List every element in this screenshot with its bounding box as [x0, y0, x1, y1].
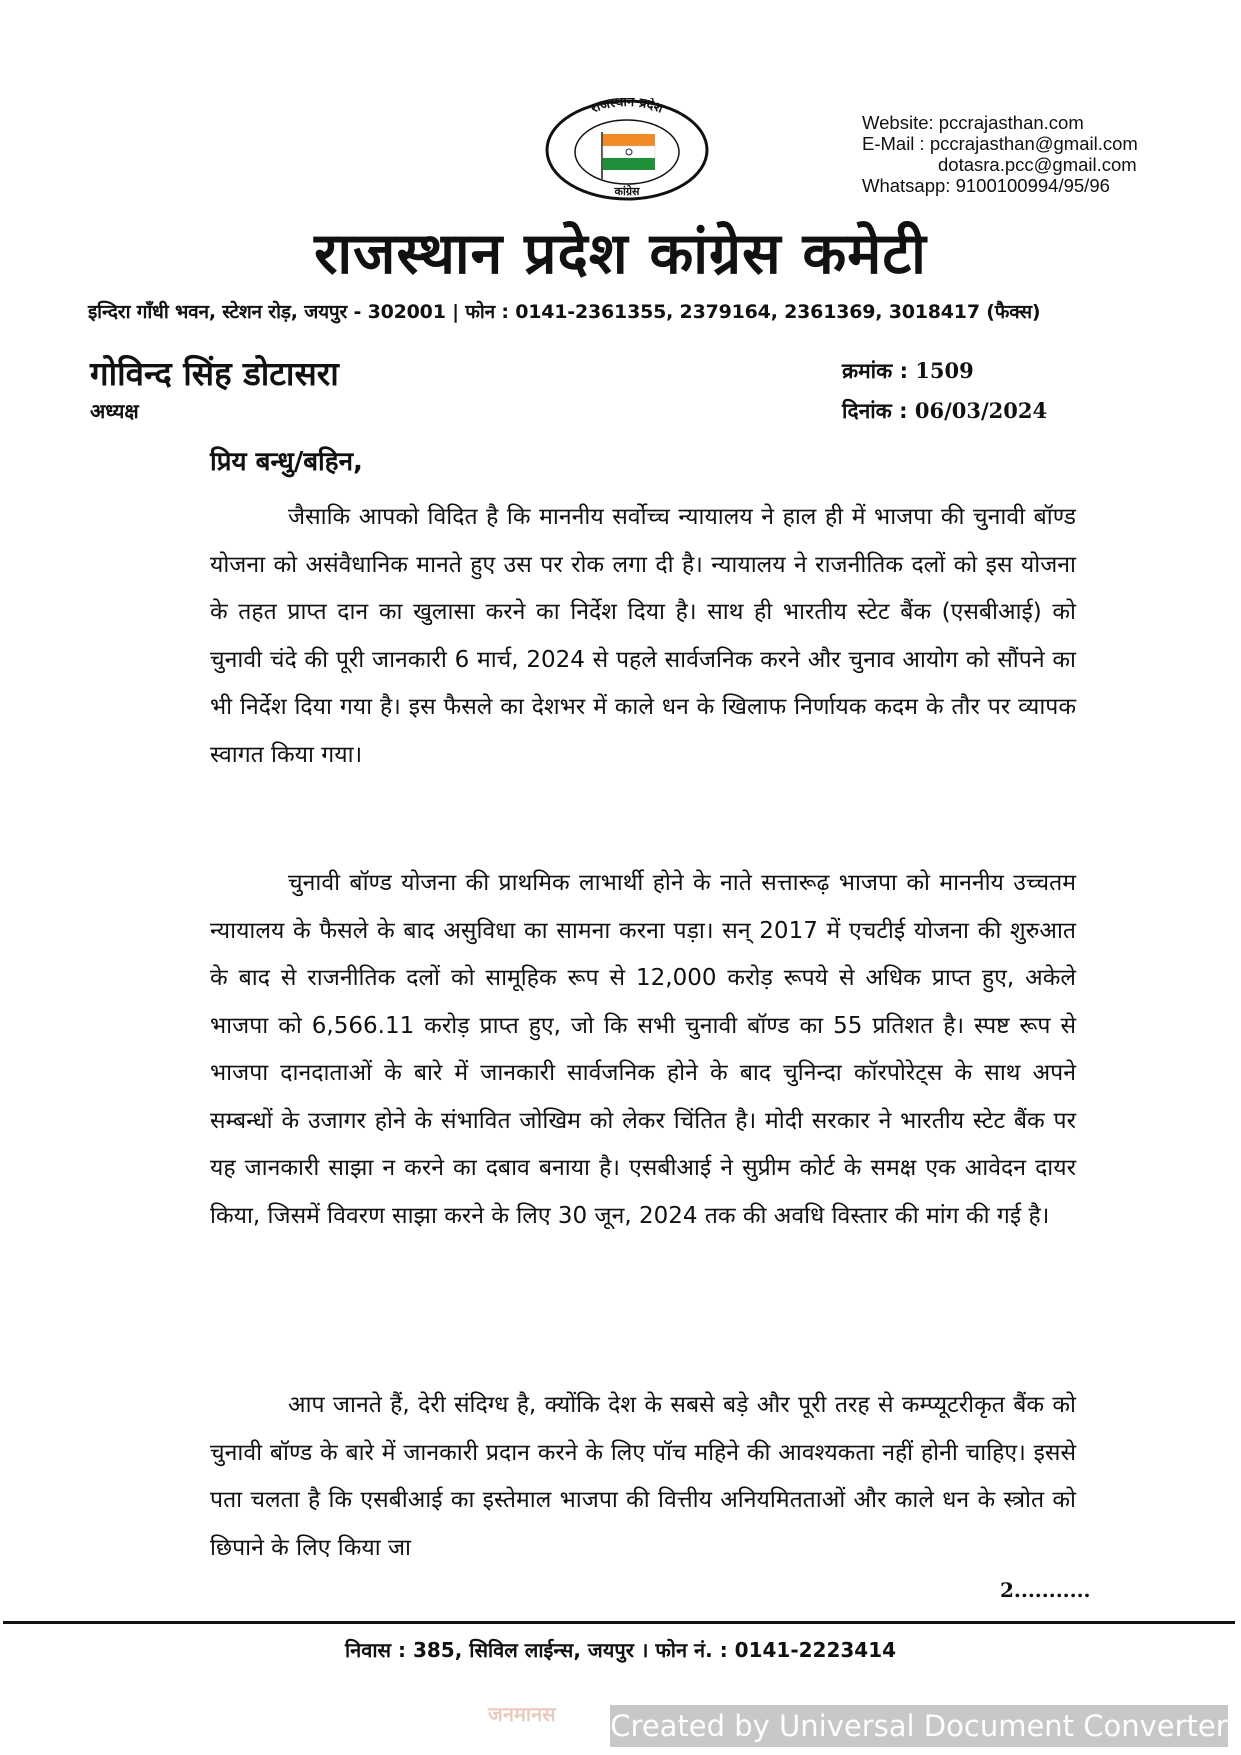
- logo-top-text: राजस्थान प्रदेश: [589, 98, 665, 117]
- body-paragraph-1: जैसाकि आपको विदित है कि माननीय सर्वोच्च न्यायालय ने हाल ही में भाजपा की चुनावी बॉण्ड योजना को असंवैधानिक मानते हुए उस पर रोक लगा दी है। न्यायालय ने राजनीतिक दलों को इस योजना के तहत प्राप्त दान का खुलासा करने का निर्देश दिया है। साथ ही भारतीय स्टेट बैंक (एसबीआई) को चुनावी चंदे की पूरी जानकारी 6 मार्च, 2024 से पहले सार्वजनिक करने और चुनाव आयोग को सौंपने का भी निर्देश दिया गया है। इस फैसले का देशभर में काले धन के खिलाफ निर्णायक कदम के तौर पर व्यापक स्वागत किया गया।: [210, 504, 1076, 768]
- party-logo: [542, 98, 712, 202]
- news-watermark: जनमानस: [488, 1702, 556, 1726]
- website-text: Website: pccrajasthan.com: [862, 112, 1084, 133]
- sender-title: अध्यक्ष: [90, 399, 139, 423]
- email2-text: dotasra.pcc@gmail.com: [938, 154, 1137, 175]
- body-paragraph-2: चुनावी बॉण्ड योजना की प्राथमिक लाभार्थी होने के नाते सत्तारूढ़ भाजपा को माननीय उच्चतम न्यायालय के फैसले के बाद असुविधा का सामना करना पड़ा। सन् 2017 में एचटीई योजना की शुरुआत के बाद से राजनीतिक दलों को सामूहिक रूप से 12,000 करोड़ रूपये से अधिक प्राप्त हुए, अकेले भाजपा को 6,566.11 करोड़ प्राप्त हुए, जो कि सभी चुनावी बॉण्ड का 55 प्रतिशत है। स्पष्ट रूप से भाजपा दानदाताओं के बारे में जानकारी सार्वजनिक होने के बाद चुनिन्दा कॉरपोरेट्स के साथ अपने सम्बन्धों के उजागर होने के संभावित जोखिम को लेकर चिंतित है। मोदी सरकार ने भारतीय स्टेट बैंक पर यह जानकारी साझा न करने का दबाव बनाया है। एसबीआई ने सुप्रीम कोर्ट के समक्ष एक आवेदन दायर किया, जिसमें विवरण साझा करने के लिए 30 जून, 2024 तक की अवधि विस्तार की मांग की गई है।: [210, 870, 1076, 1229]
- reference-number-value: 1509: [915, 358, 974, 383]
- logo-bottom-text: कांग्रेस: [614, 185, 640, 198]
- email-text: E-Mail : pccrajasthan@gmail.com: [862, 133, 1138, 154]
- salutation: प्रिय बन्धु/बहिन,: [210, 447, 363, 477]
- reference-date-label: दिनांक :: [842, 399, 915, 423]
- reference-date-value: 06/03/2024: [914, 398, 1048, 423]
- residence-address: निवास : 385, सिविल लाईन्स, जयपुर । फोन नं. : 0141-2223414: [344, 1638, 897, 1662]
- continued-page-marker: 2...........: [1000, 1578, 1091, 1602]
- flag-saffron-band: [603, 134, 655, 146]
- reference-date: [842, 397, 1047, 425]
- whatsapp-text: Whatsapp: 9100100994/95/96: [862, 175, 1110, 196]
- reference-number: [842, 357, 974, 385]
- contact-block: [862, 112, 1182, 196]
- reference-number-label: क्रमांक :: [842, 359, 916, 383]
- flag-green-band: [603, 158, 655, 170]
- sender-name: गोविन्द सिंह डोटासरा: [90, 354, 339, 393]
- body-paragraph-3: आप जानते हैं, देरी संदिग्ध है, क्योंकि देश के सबसे बड़े और पूरी तरह से कम्प्यूटरीकृत बैंक को चुनावी बॉण्ड के बारे में जानकारी प्रदान करने के लिए पॉच महिने की आवश्यकता नहीं होनी चाहिए। इससे पता चलता है कि एसबीआई का इस्तेमाल भाजपा की वित्तीय अनियमितताओं और काले धन के स्त्रोत को छिपाने के लिए किया जा: [210, 1392, 1076, 1561]
- organisation-title: राजस्थान प्रदेश कांग्रेस कमेटी: [314, 221, 927, 287]
- office-address: इन्दिरा गाँधी भवन, स्टेशन रोड़, जयपुर - 302001 | फोन : 0141-2361355, 2379164, 2361369, 3018417 (फैक्स): [88, 301, 1041, 323]
- footer-divider: [3, 1621, 1235, 1624]
- converter-watermark: Created by Universal Document Converter: [610, 1705, 1228, 1747]
